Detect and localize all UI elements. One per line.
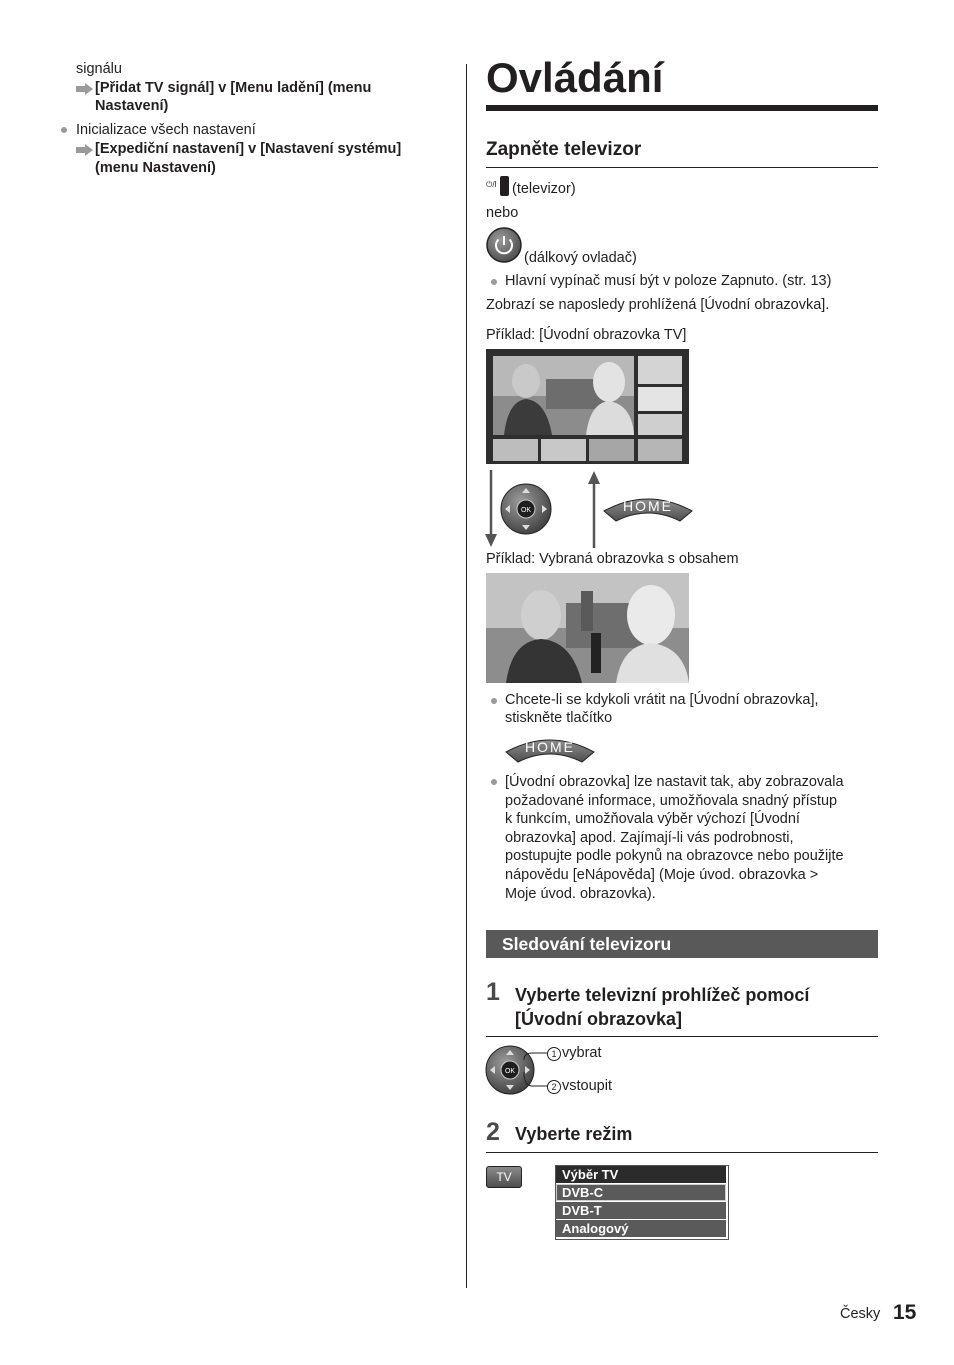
paragraph-line: [Úvodní obrazovka] lze nastavit tak, aby zobrazovala	[505, 774, 844, 790]
paragraph-line: obrazovka] apod. Zajímají-li vás podrobnosti,	[505, 829, 794, 846]
home-screen-image	[486, 349, 689, 464]
left-text-signal: signálu	[76, 61, 122, 77]
circled-number-1: 1	[547, 1047, 561, 1061]
home-label: HOME	[623, 498, 673, 514]
paragraph-line: Moje úvod. obrazovka).	[505, 885, 656, 902]
circled-number-2: 2	[547, 1080, 561, 1094]
return-home-text: Chcete-li se kdykoli vrátit na [Úvodní obrazovka],	[505, 692, 819, 708]
step-number-2: 2	[486, 1118, 500, 1146]
step-rule	[486, 1152, 878, 1153]
left-step-add-signal: [Přidat TV signál] v [Menu ladění] (menu	[95, 80, 372, 96]
home-settings-paragraph	[505, 773, 844, 903]
content-screen-image	[486, 573, 689, 683]
remote-power-button-icon	[486, 227, 522, 263]
menu-item-dvb-c[interactable]: DVB-C	[556, 1184, 726, 1201]
tv-button-icon	[486, 1166, 522, 1188]
footer-language: Česky	[840, 1306, 881, 1322]
return-home-text-cont: stiskněte tlačítko	[505, 710, 613, 726]
bullet-icon	[491, 279, 497, 285]
arrow-right-icon	[76, 83, 93, 95]
paragraph-line: požadované informace, umožňovala snadný přístup	[505, 792, 838, 809]
menu-item-dvb-t[interactable]: DVB-T	[556, 1202, 726, 1219]
column-divider	[466, 64, 467, 1288]
power-tv-label: (televizor)	[512, 181, 576, 197]
left-step-factory-cont: (menu Nastavení)	[95, 160, 216, 176]
step-2-title: Vyberte režim	[515, 1124, 633, 1144]
home-button-icon	[602, 491, 694, 523]
bullet-icon	[491, 698, 497, 704]
heading-rule	[486, 167, 878, 168]
select-label: vybrat	[562, 1045, 602, 1061]
enter-label: vstoupit	[562, 1078, 612, 1094]
paragraph-line: k funkcím, umožňovala výběr výchozí [Úvodní	[505, 811, 800, 828]
main-switch-note: Hlavní vypínač musí být v poloze Zapnuto. (str. 13)	[505, 273, 832, 289]
paragraph-line: nápovědu [eNápověda] (Moje úvod. obrazovka >	[505, 866, 819, 883]
example-content-caption: Příklad: Vybraná obrazovka s obsahem	[486, 551, 739, 567]
ok-label: OK	[520, 507, 532, 514]
left-step-factory: [Expediční nastavení] v [Nastavení systému]	[95, 141, 402, 157]
home-label: HOME	[525, 739, 575, 755]
arrow-up-icon	[587, 470, 601, 548]
remote-power-label: (dálkový ovladač)	[524, 250, 637, 266]
menu-item-analog[interactable]: Analogový	[556, 1220, 726, 1237]
step-1-title: Vyberte televizní prohlížeč pomocí	[515, 985, 810, 1005]
step-1-title-cont: [Úvodní obrazovka]	[515, 1009, 683, 1029]
callout-lines	[520, 1050, 550, 1092]
title-underline	[486, 105, 878, 111]
home-button-icon	[504, 732, 596, 764]
ok-label: OK	[504, 1068, 516, 1075]
section-heading-watching-tv: Sledování televizoru	[502, 934, 672, 954]
menu-title: Výběr TV	[556, 1166, 726, 1183]
page-number: 15	[893, 1301, 917, 1324]
left-bullet-reset: Inicializace všech nastavení	[76, 122, 256, 138]
or-text: nebo	[486, 205, 519, 221]
tv-power-button-icon	[500, 176, 509, 196]
section-heading-turn-on: Zapněte televizor	[486, 139, 642, 160]
bullet-icon	[491, 779, 497, 785]
ok-navigation-pad-icon	[500, 483, 552, 535]
arrow-right-icon	[76, 144, 93, 156]
paragraph-line: postupujte podle pokynů na obrazovce nebo použijte	[505, 848, 844, 865]
page-title: Ovládání	[486, 54, 664, 101]
power-symbol-label: ⏻/I	[486, 180, 497, 189]
step-number-1: 1	[486, 978, 500, 1006]
tv-button-label: TV	[496, 1170, 512, 1184]
last-screen-text: Zobrazí se naposledy prohlížená [Úvodní obrazovka].	[486, 297, 830, 313]
left-step-add-signal-cont: Nastavení)	[95, 98, 169, 114]
arrow-down-icon	[484, 470, 498, 548]
bullet-icon	[61, 127, 67, 133]
step-rule	[486, 1036, 878, 1037]
example-home-caption: Příklad: [Úvodní obrazovka TV]	[486, 327, 687, 343]
